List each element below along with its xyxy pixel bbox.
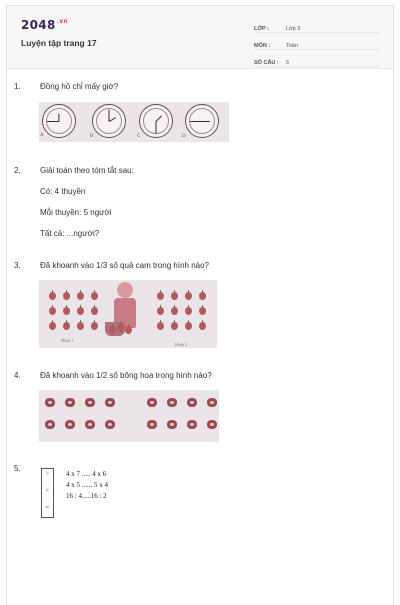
- site-logo[interactable]: $2048^{.vn}$: [21, 18, 68, 32]
- flower-icon: [105, 420, 115, 429]
- expression-1: 4 x 7 ..... 4 x 6: [66, 470, 107, 478]
- comparison-expressions: [66, 470, 108, 503]
- flower-icon: [147, 420, 157, 429]
- clock-b: [92, 104, 126, 138]
- meta-row-count: SỐ CÂU : 5: [254, 50, 380, 67]
- hour-hand: [202, 121, 210, 122]
- flowers-figure: [39, 390, 219, 442]
- orange-icon: [109, 326, 116, 334]
- orange-icon: [157, 322, 164, 330]
- expression-2: 4 x 5 ...... 5 x 4: [66, 481, 108, 489]
- flower-icon: [207, 398, 217, 407]
- orange-icon: [171, 292, 178, 300]
- minute-hand: [190, 121, 202, 122]
- orange-icon: [63, 322, 70, 330]
- less-than-sign: <: [45, 488, 50, 494]
- clock-a: [42, 104, 76, 138]
- orange-icon: [185, 307, 192, 315]
- meta-row-subject: MÔN : Toán: [254, 33, 380, 50]
- hour-hand: [156, 116, 162, 122]
- expression-3: 16 : 4.....16 : 2: [66, 492, 107, 500]
- orange-icon: [171, 322, 178, 330]
- girl-head: [117, 282, 133, 298]
- flower-icon: [105, 398, 115, 407]
- flower-icon: [147, 398, 157, 407]
- orange-icon: [49, 322, 56, 330]
- page-title: Luyện tập trang 17: [21, 38, 97, 48]
- orange-icon: [125, 326, 132, 334]
- orange-icon: [91, 292, 98, 300]
- flower-icon: [187, 420, 197, 429]
- orange-icon: [91, 322, 98, 330]
- clock-label-d: D: [182, 134, 186, 139]
- minute-hand: [47, 121, 59, 122]
- orange-icon: [185, 292, 192, 300]
- orange-icon: [171, 307, 178, 315]
- orange-icon: [77, 292, 84, 300]
- hour-hand: [109, 117, 117, 122]
- clock-label-b: B: [90, 134, 94, 139]
- figure-caption-1: Hình 1: [61, 338, 74, 343]
- oranges-figure: [39, 280, 217, 348]
- clock-c: [139, 104, 173, 138]
- orange-icon: [63, 292, 70, 300]
- flower-icon: [85, 420, 95, 429]
- flower-icon: [65, 420, 75, 429]
- orange-icon: [185, 322, 192, 330]
- equal-sign: =: [45, 505, 50, 511]
- orange-icon: [157, 292, 164, 300]
- flower-icon: [167, 398, 177, 407]
- flower-icon: [45, 398, 55, 407]
- orange-icon: [63, 307, 70, 315]
- minute-hand: [109, 110, 110, 122]
- orange-icon: [91, 307, 98, 315]
- orange-icon: [199, 307, 206, 315]
- clock-label-c: C: [137, 134, 141, 139]
- flower-icon: [187, 398, 197, 407]
- orange-icon: [49, 292, 56, 300]
- flower-icon: [85, 398, 95, 407]
- worksheet-header: [7, 6, 393, 69]
- greater-than-sign: >: [45, 471, 50, 477]
- orange-icon: [49, 307, 56, 315]
- clock-d: [185, 104, 219, 138]
- orange-icon: [199, 292, 206, 300]
- clock-label-a: A: [40, 133, 44, 138]
- figure-caption-2: Hình 2: [175, 342, 188, 347]
- orange-icon: [157, 307, 164, 315]
- flower-icon: [45, 420, 55, 429]
- minute-hand: [156, 122, 157, 134]
- orange-icon: [199, 322, 206, 330]
- flower-icon: [167, 420, 177, 429]
- flower-icon: [65, 398, 75, 407]
- meta-table: [254, 16, 380, 67]
- clocks-figure: [39, 102, 229, 142]
- flower-icon: [207, 420, 217, 429]
- meta-row-class: LỚP : Lớp 3: [254, 16, 380, 33]
- orange-icon: [117, 324, 124, 332]
- orange-icon: [77, 322, 84, 330]
- orange-icon: [77, 307, 84, 315]
- comparison-signs-box: [41, 468, 54, 518]
